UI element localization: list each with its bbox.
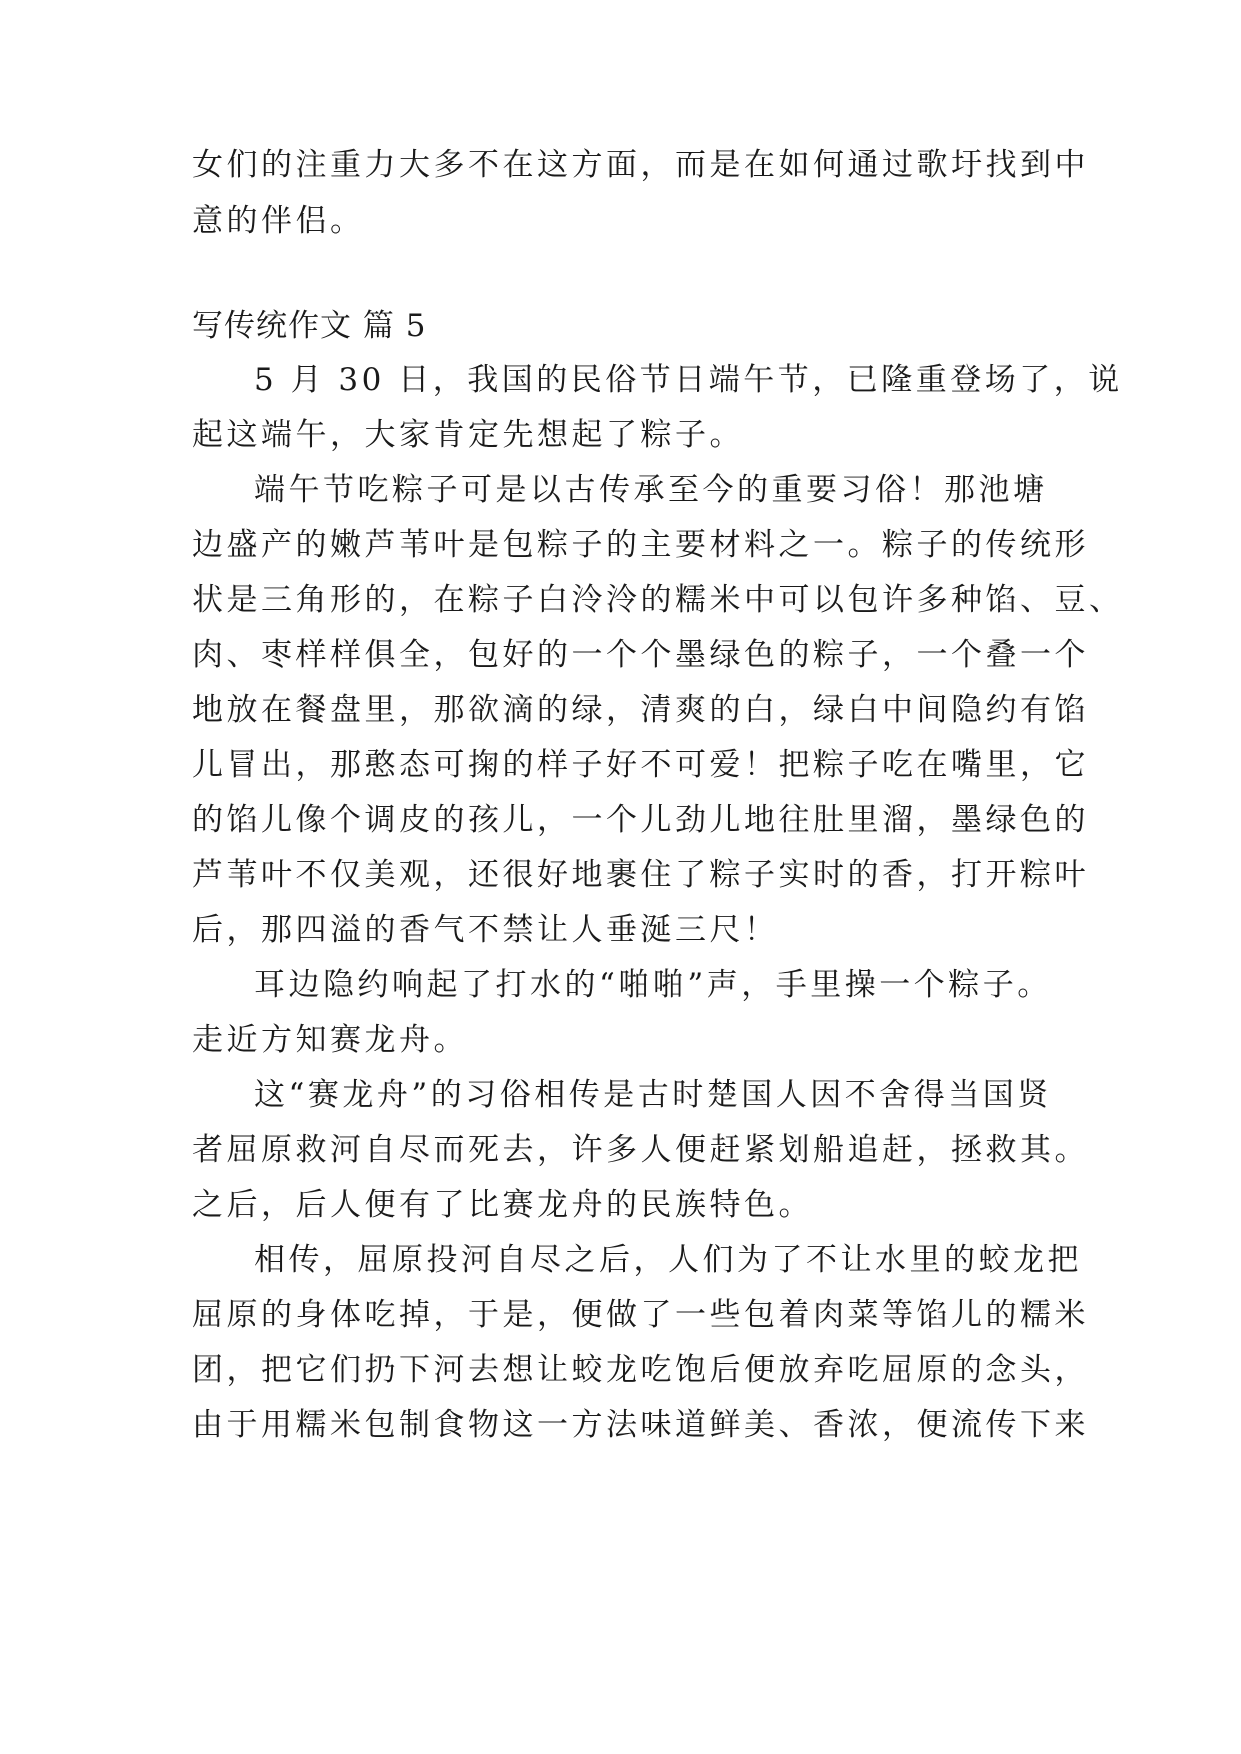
paragraph-first-line: 5 月 30 日，我国的民俗节日端午节，已隆重登场了，说 [254,362,1123,398]
text-line: 肉、枣样样俱全，包好的一个个墨绿色的粽子，一个叠一个 [192,637,1089,673]
section-heading: 写传统作文 篇 5 [192,308,427,344]
text-line: 由于用糯米包制食物这一方法味道鲜美、香浓，便流传下来 [192,1407,1089,1443]
paragraph-first-line: 耳边隐约响起了打水的“啪啪”声，手里操一个粽子。 [254,967,1052,1003]
text-line: 起这端午，大家肯定先想起了粽子。 [192,417,744,453]
text-line: 者屈原救河自尽而死去，许多人便赶紧划船追赶，拯救其。 [192,1132,1089,1168]
text-line: 后，那四溢的香气不禁让人垂涎三尺！ [192,912,779,948]
text-line: 的馅儿像个调皮的孩儿，一个儿劲儿地往肚里溜，墨绿色的 [192,802,1089,838]
text-line: 走近方知赛龙舟。 [192,1022,468,1058]
paragraph-first-line: 相传，屈原投河自尽之后，人们为了不让水里的蛟龙把 [254,1242,1082,1278]
text-line: 意的伴侣。 [192,203,365,239]
text-line: 屈原的身体吃掉，于是，便做了一些包着肉菜等馅儿的糯米 [192,1297,1089,1333]
text-line: 女们的注重力大多不在这方面，而是在如何通过歌圩找到中 [192,147,1089,183]
text-line: 边盛产的嫩芦苇叶是包粽子的主要材料之一。粽子的传统形 [192,527,1089,563]
text-line: 地放在餐盘里，那欲滴的绿，清爽的白，绿白中间隐约有馅 [192,692,1089,728]
text-line: 团，把它们扔下河去想让蛟龙吃饱后便放弃吃屈原的念头， [192,1352,1089,1388]
text-line: 状是三角形的，在粽子白泠泠的糯米中可以包许多种馅、豆、 [192,582,1124,618]
text-line: 儿冒出，那憨态可掬的样子好不可爱！把粽子吃在嘴里，它 [192,747,1089,783]
paragraph-first-line: 这“赛龙舟”的习俗相传是古时楚国人因不舍得当国贤 [254,1077,1052,1113]
text-line: 之后，后人便有了比赛龙舟的民族特色。 [192,1187,813,1223]
text-line: 芦苇叶不仅美观，还很好地裹住了粽子实时的香，打开粽叶 [192,857,1089,893]
paragraph-first-line: 端午节吃粽子可是以古传承至今的重要习俗！那池塘 [254,472,1048,508]
